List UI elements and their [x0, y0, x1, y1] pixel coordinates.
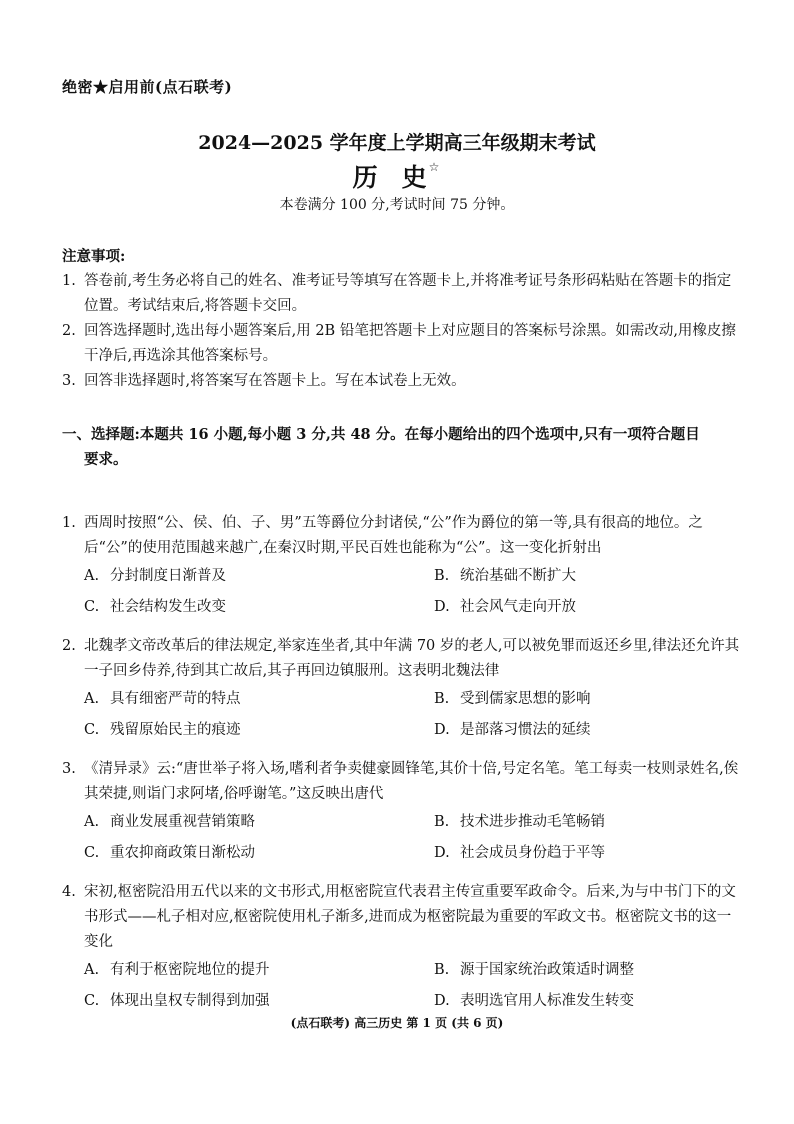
question-stem: 《清异录》云:“唐世举子将入场,嗜利者争卖健豪圆锋笔,其价十倍,号定名笔。笔工每卖一枝则录姓名,俟其荣捷,则诣门求阿堵,俗呼谢笔。”这反映出唐代 — [84, 761, 739, 802]
options — [84, 684, 742, 746]
options — [84, 955, 742, 1017]
option-c[interactable]: C. 重农抑商政策日渐松动 — [84, 845, 255, 861]
option-a[interactable]: A. 商业发展重视营销策略 — [84, 814, 255, 830]
option-c[interactable]: C. 残留原始民主的痕迹 — [84, 722, 241, 738]
question-stem: 西周时按照“公、侯、伯、子、男”五等爵位分封诸侯,“公”作为爵位的第一等,具有很高的地位。之后“公”的使用范围越来越广,在秦汉时期,平民百姓也能称为“公”。这一变化折射出 — [84, 515, 703, 556]
question-stem: 宋初,枢密院沿用五代以来的文书形式,用枢密院宣代表君主传宣重要军政命令。后来,为与中书门下的文书形式——札子相对应,枢密院使用札子渐多,进而成为枢密院最为重要的军政文书。枢密院文书的这一变化 — [84, 884, 736, 950]
star-mark: ☆ — [428, 160, 442, 174]
option-d[interactable]: D. 是部落习惯法的延续 — [434, 722, 591, 738]
options — [84, 561, 742, 623]
question-4: 4. 宋初,枢密院沿用五代以来的文书形式,用枢密院宣代表君主传宣重要军政命令。后来,为与中书门下的文书形式——札子相对应,枢密院使用札子渐多,进而成为枢密院最为重要的军政文书。枢密院文书的这一变化 A. 有利于枢密院地位的提升 B. 源于国家统治政策适时调整 C. 体现出皇权专制得到加强 D. 表明选官用人标准发生转变 — [62, 880, 742, 1017]
question-3: 3. 《清异录》云:“唐世举子将入场,嗜利者争卖健豪圆锋笔,其价十倍,号定名笔。笔工每卖一枝则录姓名,俟其荣捷,则诣门求阿堵,俗呼谢笔。”这反映出唐代 A. 商业发展重视营销策略 B. 技术进步推动毛笔畅销 C. 重农抑商政策日渐松动 D. 社会成员身份趋于平等 — [62, 757, 742, 869]
subject-char-1: 历 — [352, 163, 380, 192]
section-heading: 一、选择题:本题共 16 小题,每小题 3 分,共 48 分。在每小题给出的四个选项中,只有一项符合题目 要求。 — [62, 426, 700, 468]
question-stem: 北魏孝文帝改革后的律法规定,举家连坐者,其中年满 70 岁的老人,可以被免罪而返还乡里,律法还允许其一子回乡侍养,待到其亡故后,其子再回边镇服刑。这表明北魏法律 — [84, 638, 740, 679]
options — [84, 807, 742, 869]
notes-heading: 注意事项: — [62, 248, 126, 265]
question-2: 2. 北魏孝文帝改革后的律法规定,举家连坐者,其中年满 70 岁的老人,可以被免罪而返还乡里,律法还允许其一子回乡侍养,待到其亡故后,其子再回边镇服刑。这表明北魏法律 A. 具有细密严苛的特点 B. 受到儒家思想的影响 C. 残留原始民主的痕迹 D. 是部落习惯法的延续 — [62, 634, 742, 746]
confidential-label: 绝密★启用前(点石联考) — [62, 78, 233, 96]
notes-list — [62, 269, 742, 394]
option-c[interactable]: C. 社会结构发生改变 — [84, 599, 226, 615]
option-b[interactable]: B. 技术进步推动毛笔畅销 — [434, 814, 605, 830]
option-d[interactable]: D. 表明选官用人标准发生转变 — [434, 993, 634, 1009]
option-d[interactable]: D. 社会成员身份趋于平等 — [434, 845, 605, 861]
note-item: 3. 回答非选择题时,将答案写在答题卡上。写在本试卷上无效。 — [62, 373, 466, 389]
question-1: 1. 西周时按照“公、侯、伯、子、男”五等爵位分封诸侯,“公”作为爵位的第一等,具有很高的地位。之后“公”的使用范围越来越广,在秦汉时期,平民百姓也能称为“公”。这一变化折射出 A. 分封制度日渐普及 B. 统治基础不断扩大 C. 社会结构发生改变 D. 社会风气走向开放 — [62, 511, 742, 623]
subject-char-2: 史 — [401, 163, 429, 192]
page-footer: (点石联考) 高三历史 第 1 页 (共 6 页) — [290, 1016, 504, 1030]
option-a[interactable]: A. 具有细密严苛的特点 — [84, 691, 241, 707]
option-c[interactable]: C. 体现出皇权专制得到加强 — [84, 993, 270, 1009]
option-b[interactable]: B. 受到儒家思想的影响 — [434, 691, 591, 707]
exam-title: 2024—2025 学年度上学期高三年级期末考试 — [198, 132, 596, 154]
option-a[interactable]: A. 有利于枢密院地位的提升 — [84, 962, 270, 978]
option-a[interactable]: A. 分封制度日渐普及 — [84, 568, 226, 584]
note-item: 1. 答卷前,考生务必将自己的姓名、准考证号等填写在答题卡上,并将准考证号条形码粘贴在答题卡的指定位置。考试结束后,将答题卡交回。 — [62, 273, 732, 314]
note-item: 2. 回答选择题时,选出每小题答案后,用 2B 铅笔把答题卡上对应题目的答案标号涂黑。如需改动,用橡皮擦干净后,再选涂其他答案标号。 — [62, 323, 736, 364]
score-time-line: 本卷满分 100 分,考试时间 75 分钟。 — [279, 197, 515, 213]
option-b[interactable]: B. 源于国家统治政策适时调整 — [434, 962, 634, 978]
option-d[interactable]: D. 社会风气走向开放 — [434, 599, 576, 615]
subject-title — [0, 158, 794, 194]
option-b[interactable]: B. 统治基础不断扩大 — [434, 568, 576, 584]
